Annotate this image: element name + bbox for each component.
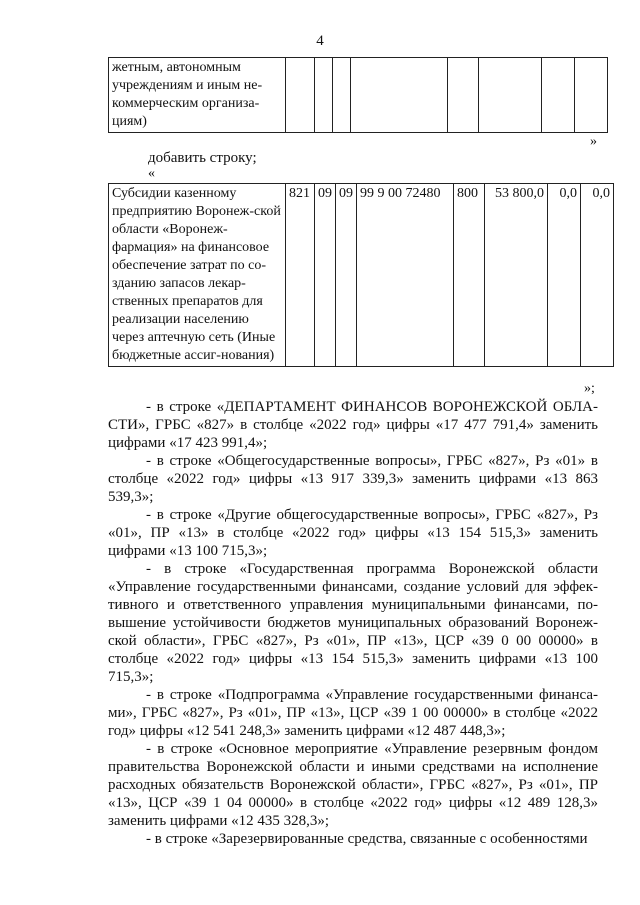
table-cell-pr: 09 bbox=[336, 184, 357, 367]
table-cell-vr bbox=[448, 58, 479, 133]
table-cell-rz: 09 bbox=[315, 184, 336, 367]
table-cell-2023 bbox=[542, 58, 575, 133]
table-cell-name: Субсидии казенному предприятию Воронеж-ской области «Воронеж-фармация» на финансовое обеспечение затрат по со-зданию запасов лекар-ственных препаратов для реализации населению через аптечную сеть (Иные бюджетные ассиг-нования) bbox=[109, 184, 286, 367]
table-cell-csr bbox=[351, 58, 448, 133]
add-row-instruction: добавить строку; bbox=[148, 150, 257, 166]
amendments-text bbox=[108, 398, 598, 848]
table-cell-grbs bbox=[286, 58, 315, 133]
table-cell-2024: 0,0 bbox=[581, 184, 614, 367]
table-cell-2023: 0,0 bbox=[548, 184, 581, 367]
page-number: 4 bbox=[316, 33, 324, 49]
closing-quote: »; bbox=[584, 381, 595, 396]
paragraph: - в строке «ДЕПАРТАМЕНТ ФИНАНСОВ ВОРОНЕЖСКОЙ ОБЛА-СТИ», ГРБС «827» в столбце «2022 год» цифры «17 477 791,4» заменить цифрами «17 423 991,4»; bbox=[108, 399, 598, 451]
table-cell-vr: 800 bbox=[454, 184, 485, 367]
budget-table-fragment-top bbox=[108, 57, 608, 133]
table-cell-csr: 99 9 00 72480 bbox=[357, 184, 454, 367]
opening-quote: « bbox=[148, 166, 155, 181]
table-cell-name: жетным, автономным учреждениям и иным не-коммерческим организа-циям) bbox=[109, 58, 286, 133]
paragraph: - в строке «Основное мероприятие «Управление резервным фондом правительства Воронежской области и иными средствами на исполнение расходных обязательств Воронежской области», ГРБС «827», Рз «01», ПР «13», ЦСР «39 1 04 00000» в столбце «2022 год» цифры «12 489 128,3» заменить цифрами «12 435 328,3»; bbox=[108, 741, 598, 829]
table-row bbox=[109, 184, 614, 367]
table-cell-2024 bbox=[575, 58, 608, 133]
paragraph: - в строке «Зарезервированные средства, связанные с особенностями bbox=[146, 831, 588, 847]
paragraph: - в строке «Подпрограмма «Управление государственными финанса-ми», ГРБС «827», Рз «01», ПР «13», ЦСР «39 1 00 00000» в столбце «2022 год» цифры «12 541 248,3» заменить цифрами «12 487 448,3»; bbox=[108, 687, 598, 739]
paragraph: - в строке «Другие общегосударственные вопросы», ГРБС «827», Рз «01», ПР «13» в столбце «2022 год» цифры «13 154 515,3» заменить цифрами «13 100 715,3»; bbox=[108, 507, 598, 559]
paragraph: - в строке «Государственная программа Воронежской области «Управление государственными финансами, создание условий для эффек-тивного и ответственного управления муниципальными финансами, по-вышение устойчивости бюджетов муниципальных образований Воронеж-ской области», ГРБС «827», Рз «01», ПР «13», ЦСР «39 0 00 00000» в столбце «2022 год» цифры «13 154 515,3» заменить цифрами «13 100 715,3»; bbox=[108, 561, 598, 685]
table-cell-2022: 53 800,0 bbox=[485, 184, 548, 367]
budget-table-new-row bbox=[108, 183, 614, 367]
table-cell-2022 bbox=[479, 58, 542, 133]
table-cell-rz bbox=[315, 58, 333, 133]
closing-quote: » bbox=[590, 134, 597, 149]
paragraph: - в строке «Общегосударственные вопросы», ГРБС «827», Рз «01» в столбце «2022 год» цифры «13 917 339,3» заменить цифрами «13 863 539,3»; bbox=[108, 453, 598, 505]
table-row bbox=[109, 58, 608, 133]
table-cell-pr bbox=[333, 58, 351, 133]
table-cell-grbs: 821 bbox=[286, 184, 315, 367]
